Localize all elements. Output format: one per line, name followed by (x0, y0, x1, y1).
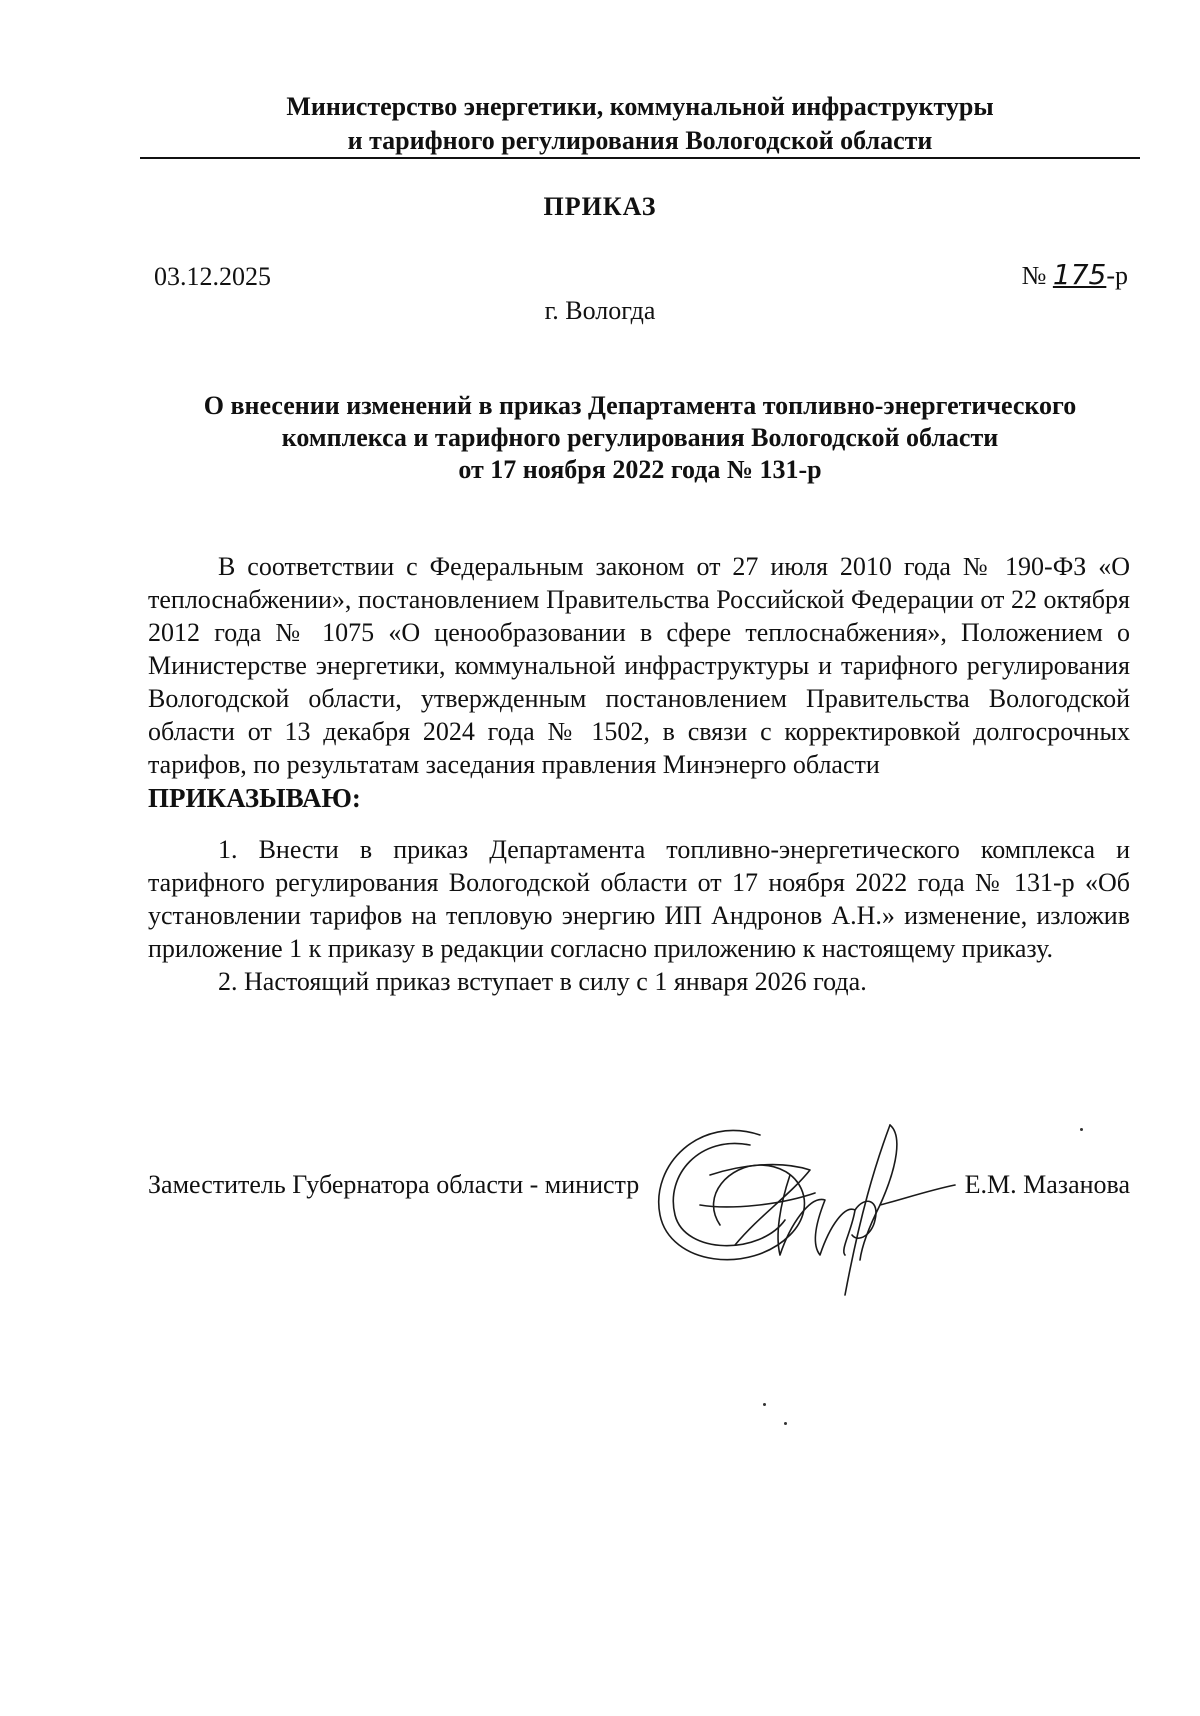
document-city: г. Вологда (544, 296, 656, 325)
ministry-name-line-1: Министерство энергетики, коммунальной инфраструктуры (286, 92, 994, 121)
order-item-1: 1. Внести в приказ Департамента топливно-энергетического комплекса и тарифного регулирования Вологодской области от 17 ноября 2022 года № 131-р «Об установлении тарифов на тепловую энергию ИП Андронов А.Н.» изменение, изложив приложение 1 к приказу в редакции согласно приложению к настоящему приказу. (148, 835, 1130, 963)
document-date: 03.12.2025 (154, 262, 271, 291)
ministry-header (140, 90, 1140, 158)
header-rule (140, 157, 1140, 159)
document-body (148, 550, 1130, 998)
order-item-2: 2. Настоящий приказ вступает в силу с 1 января 2026 года. (218, 967, 867, 996)
scan-speck (1080, 1128, 1083, 1131)
handwritten-signature (640, 1105, 960, 1305)
document-subject (140, 390, 1140, 486)
number-value: 175 (1052, 258, 1107, 291)
directive-heading: ПРИКАЗЫВАЮ: (148, 783, 361, 813)
subject-line-2: комплекса и тарифного регулирования Вологодской области (281, 423, 999, 452)
signatory-name: Е.М. Мазанова (964, 1170, 1130, 1199)
number-suffix: -р (1106, 261, 1128, 290)
number-prefix: № (1021, 261, 1053, 290)
document-type: ПРИКАЗ (543, 192, 657, 221)
subject-line-1: О внесении изменений в приказ Департамента топливно-энергетического (203, 391, 1077, 420)
subject-line-3: от 17 ноября 2022 года № 131-р (458, 455, 822, 484)
scan-speck (763, 1403, 766, 1406)
scan-speck (784, 1422, 787, 1425)
signatory-position: Заместитель Губернатора области - министр (148, 1170, 640, 1199)
document-number (1022, 258, 1128, 291)
ministry-name-line-2: и тарифного регулирования Вологодской области (347, 126, 933, 155)
preamble-paragraph: В соответствии с Федеральным законом от 27 июля 2010 года № 190-ФЗ «О теплоснабжении», постановлением Правительства Российской Федерации от 22 октября 2012 года № 1075 «О ценообразовании в сфере теплоснабжения», Положением о Министерстве энергетики, коммунальной инфраструктуры и тарифного регулирования Вологодской области, утвержденным постановлением Правительства Вологодской области от 13 декабря 2024 года № 1502, в связи с корректировкой долгосрочных тарифов, по результатам заседания правления Минэнерго области (148, 552, 1130, 779)
